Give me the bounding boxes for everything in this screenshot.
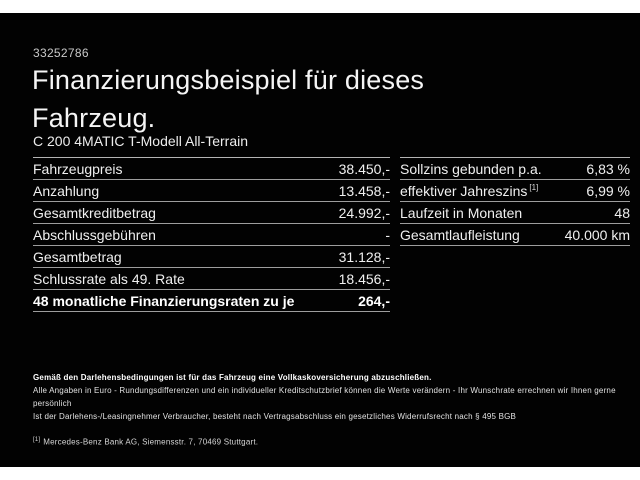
table-row — [33, 158, 390, 180]
row-value: 13.458,- — [338, 182, 390, 199]
vehicle-model: C 200 4MATIC T-Modell All-Terrain — [33, 133, 248, 149]
table-row — [400, 224, 630, 246]
row-value: 48 — [614, 204, 630, 221]
conditions-table — [400, 157, 630, 246]
row-label: Gesamtbetrag — [33, 248, 122, 265]
table-row — [400, 158, 630, 180]
letterbox-top — [0, 0, 640, 13]
row-value: 6,83 % — [586, 160, 630, 177]
offer-reference-number: 33252786 — [33, 46, 89, 60]
row-label-text: effektiver Jahreszins — [400, 182, 528, 199]
table-row — [33, 180, 390, 202]
disclaimer-line: Alle Angaben in Euro - Rundungsdifferenzen und ein individueller Kreditschutzbrief können die Werte verändern - Ihr Wunschrate errechnen wir Ihnen gerne persönlich — [33, 386, 616, 408]
row-value: 264,- — [358, 292, 390, 309]
row-value: 18.456,- — [338, 270, 390, 287]
row-value: 40.000 km — [564, 226, 630, 243]
row-label: Anzahlung — [33, 182, 100, 199]
disclaimer-line: Ist der Darlehens-/Leasingnehmer Verbraucher, besteht nach Vertragsabschluss ein gesetzliches Widerrufsrecht nach § 495 BGB — [33, 412, 517, 421]
table-row — [33, 246, 390, 268]
row-label: Sollzins gebunden p.a. — [400, 160, 542, 177]
row-value: 38.450,- — [338, 160, 390, 177]
row-label: Gesamtkreditbetrag — [33, 204, 156, 221]
footnote-reference-superscript: [1] — [529, 182, 539, 192]
financing-table — [33, 157, 390, 312]
row-label: 48 monatliche Finanzierungsraten zu je — [33, 292, 295, 309]
legal-disclaimer — [33, 371, 618, 449]
row-value: 24.992,- — [338, 204, 390, 221]
row-label: Abschlussgebühren — [33, 226, 156, 243]
row-label: Schlussrate als 49. Rate — [33, 270, 185, 287]
row-value: - — [385, 226, 390, 243]
page-title-line1: Finanzierungsbeispiel für dieses — [32, 65, 425, 95]
row-label: Gesamtlaufleistung — [400, 226, 520, 243]
table-row — [400, 180, 630, 202]
row-value: 31.128,- — [338, 248, 390, 265]
page-title — [32, 61, 424, 137]
row-label: Fahrzeugpreis — [33, 160, 123, 177]
table-row — [33, 268, 390, 290]
row-value: 6,99 % — [586, 182, 630, 199]
table-row — [33, 202, 390, 224]
table-row-monthly-rate — [33, 290, 390, 312]
letterbox-bottom — [0, 467, 640, 480]
row-label: Laufzeit in Monaten — [400, 204, 523, 221]
page-title-line2: Fahrzeug. — [32, 103, 156, 133]
insurance-requirement-note: Gemäß den Darlehensbedingungen ist für das Fahrzeug eine Vollkaskoversicherung abzuschließen. — [33, 373, 432, 382]
table-row — [33, 224, 390, 246]
bank-footnote — [33, 434, 618, 449]
footnote-text: Mercedes-Benz Bank AG, Siemensstr. 7, 70469 Stuttgart. — [43, 437, 259, 447]
row-label — [400, 183, 538, 199]
financing-example-screen — [0, 13, 640, 467]
table-row — [400, 202, 630, 224]
footnote-marker: [1] — [33, 437, 41, 443]
